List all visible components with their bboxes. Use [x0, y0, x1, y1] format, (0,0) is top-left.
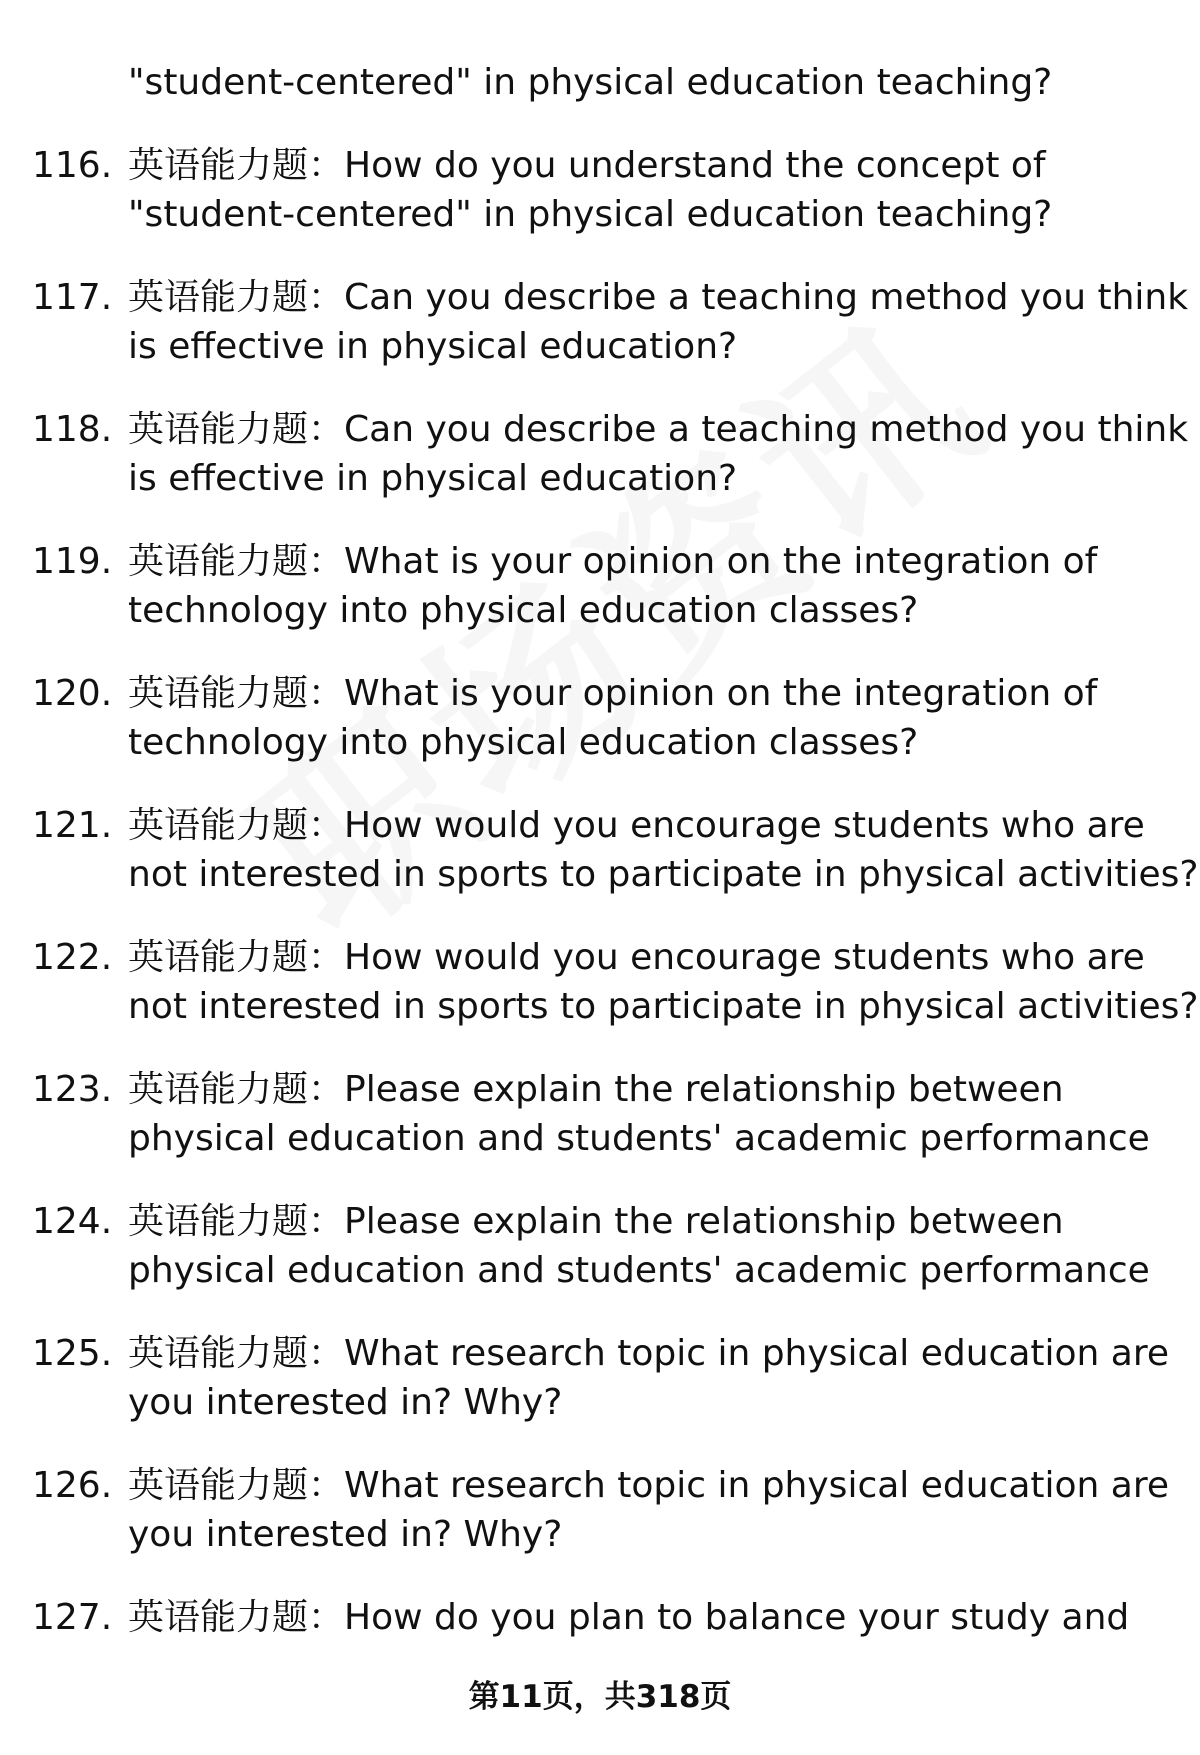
question-number: 122. [32, 937, 113, 978]
continued-question-text: "student-centered" in physical education teaching? [128, 62, 1053, 103]
question-text [128, 273, 1188, 371]
question-line: 英语能力题：What is your opinion on the integration of [128, 541, 1098, 582]
question-line: 英语能力题：Please explain the relationship between [128, 1201, 1064, 1242]
question-number: 125. [32, 1333, 113, 1374]
page-footer: 第11页，共318页 [468, 1679, 732, 1715]
question-number: 120. [32, 673, 113, 714]
question-line: is effective in physical education? [128, 458, 738, 499]
question-item [0, 669, 1200, 801]
question-item [0, 1065, 1200, 1197]
question-line: 英语能力题：Can you describe a teaching method you think [128, 409, 1189, 450]
question-line: "student-centered" in physical education teaching? [128, 194, 1053, 235]
question-text [128, 1197, 1188, 1295]
question-item [0, 1329, 1200, 1461]
question-text [128, 1065, 1188, 1163]
question-line: technology into physical education classes? [128, 722, 919, 763]
question-line: not interested in sports to participate in physical activities? [128, 854, 1199, 895]
question-number: 124. [32, 1201, 113, 1242]
question-text [128, 933, 1199, 1031]
question-line: 英语能力题：How would you encourage students who are [128, 805, 1145, 846]
question-text [128, 141, 1188, 239]
question-number: 117. [32, 277, 113, 318]
question-item [0, 273, 1200, 405]
question-list [0, 141, 1200, 1725]
question-item [0, 405, 1200, 537]
question-item [0, 1197, 1200, 1329]
question-line: 英语能力题：Please explain the relationship between [128, 1069, 1064, 1110]
question-text [128, 405, 1188, 503]
question-line: 英语能力题：How do you plan to balance your study and [128, 1597, 1130, 1638]
question-number: 126. [32, 1465, 113, 1506]
question-number: 127. [32, 1597, 113, 1638]
question-number: 118. [32, 409, 113, 450]
question-line: 英语能力题：What is your opinion on the integration of [128, 673, 1098, 714]
question-item [0, 141, 1200, 273]
question-number: 121. [32, 805, 113, 846]
question-item [0, 537, 1200, 669]
question-text [128, 537, 1188, 635]
question-line: technology into physical education classes? [128, 590, 919, 631]
question-line: 英语能力题：What research topic in physical education are [128, 1333, 1170, 1374]
question-text [128, 1461, 1188, 1559]
question-line: 英语能力题：How would you encourage students who are [128, 937, 1145, 978]
question-number: 119. [32, 541, 113, 582]
question-text [128, 1329, 1188, 1427]
question-text [128, 1593, 1188, 1642]
question-line: not interested in sports to participate in physical activities? [128, 986, 1199, 1027]
question-line: 英语能力题：What research topic in physical education are [128, 1465, 1170, 1506]
question-item [0, 933, 1200, 1065]
question-number: 116. [32, 145, 113, 186]
question-line: physical education and students' academic performance [128, 1118, 1150, 1159]
question-line: you interested in? Why? [128, 1514, 563, 1555]
question-number: 123. [32, 1069, 113, 1110]
question-line: 英语能力题：Can you describe a teaching method you think [128, 277, 1189, 318]
question-text [128, 669, 1188, 767]
question-line: is effective in physical education? [128, 326, 738, 367]
question-line: you interested in? Why? [128, 1382, 563, 1423]
question-item [0, 801, 1200, 933]
question-text [128, 801, 1199, 899]
question-item [0, 1461, 1200, 1593]
question-line: 英语能力题：How do you understand the concept of [128, 145, 1046, 186]
question-line: physical education and students' academic performance [128, 1250, 1150, 1291]
